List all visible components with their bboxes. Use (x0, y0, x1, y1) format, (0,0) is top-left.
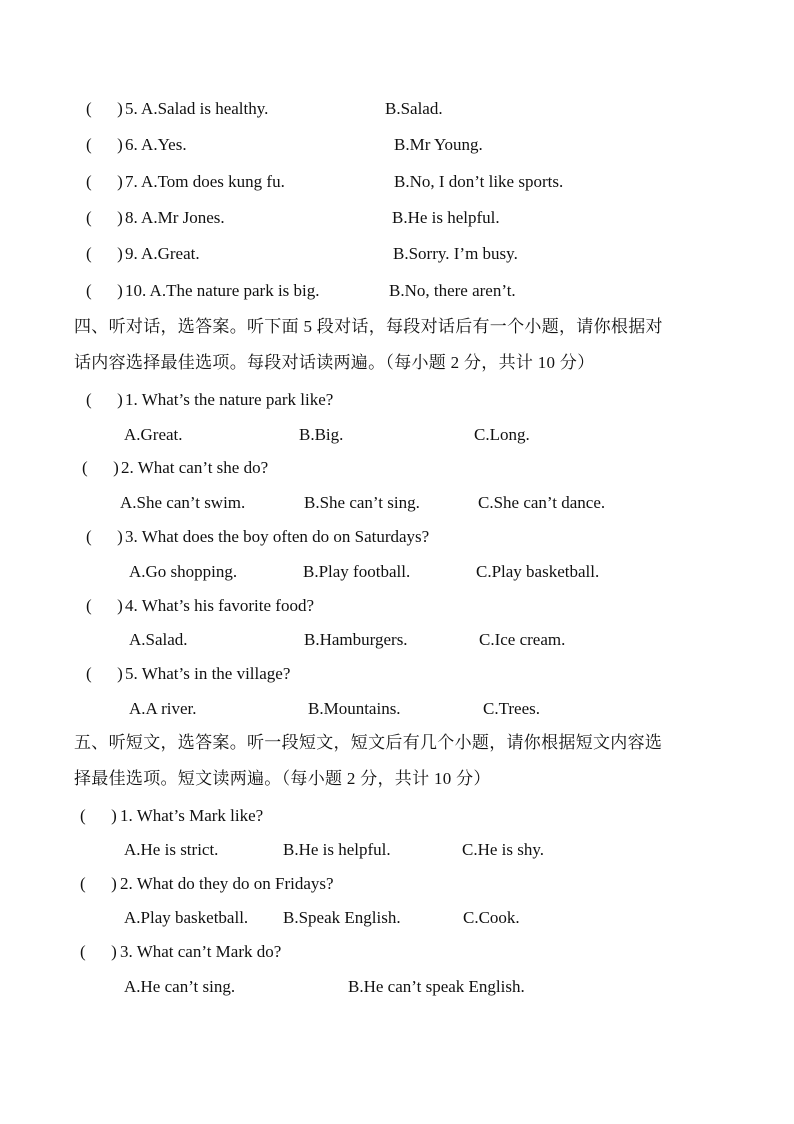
answer-blank[interactable]: ( ) (80, 942, 117, 961)
option-b: B.Hamburgers. (304, 630, 408, 649)
answer-blank[interactable]: ( ) (86, 99, 123, 118)
option-b: B.Big. (299, 425, 344, 444)
option-c: C.Cook. (463, 908, 520, 927)
option-c: C.Long. (474, 425, 530, 444)
answer-blank[interactable]: ( ) (80, 806, 117, 825)
question-text: 8. A.Mr Jones. (125, 208, 225, 227)
option-b: B.She can’t sing. (304, 493, 420, 512)
option-a: A.Go shopping. (129, 562, 238, 581)
question-text: 2. What do they do on Fridays? (120, 874, 334, 893)
answer-blank[interactable]: ( ) (86, 390, 123, 409)
option-c: C.She can’t dance. (478, 493, 606, 512)
option-a: A.A river. (129, 699, 197, 718)
answer-blank[interactable]: ( ) (86, 281, 123, 300)
option-c: C.He is shy. (462, 840, 545, 859)
option-c: C.Trees. (483, 699, 540, 718)
answer-blank[interactable]: ( ) (86, 664, 123, 683)
option-b: B.No, there aren’t. (389, 281, 516, 300)
option-b: B.Play football. (303, 562, 411, 581)
question-text: 7. A.Tom does kung fu. (125, 172, 285, 191)
option-c: C.Play basketball. (476, 562, 600, 581)
option-a: A.Play basketball. (124, 908, 249, 927)
answer-blank[interactable]: ( ) (86, 208, 123, 227)
option-b: B.Speak English. (283, 908, 401, 927)
question-text: 1. What’s the nature park like? (125, 390, 334, 409)
answer-blank[interactable]: ( ) (86, 135, 123, 154)
answer-blank[interactable]: ( ) (86, 172, 123, 191)
option-a: A.He is strict. (124, 840, 219, 859)
section4-heading-line1: 四、听对话，选答案。听下面 5 段对话，每段对话后有一个小题，请你根据对 (74, 317, 663, 336)
option-b: B.Mountains. (308, 699, 401, 718)
section5-heading-line2: 择最佳选项。短文读两遍。（每小题 2 分，共计 10 分） (74, 769, 491, 788)
answer-blank[interactable]: ( ) (86, 527, 123, 546)
question-text: 10. A.The nature park is big. (125, 281, 320, 300)
option-a: A.Salad. (129, 630, 188, 649)
option-b: B.He is helpful. (392, 208, 500, 227)
question-text: 5. What’s in the village? (125, 664, 291, 683)
answer-blank[interactable]: ( ) (82, 458, 119, 477)
option-b: B.Mr Young. (394, 135, 483, 154)
option-b: B.Salad. (385, 99, 443, 118)
question-text: 9. A.Great. (125, 244, 200, 263)
option-b: B.No, I don’t like sports. (394, 172, 564, 191)
option-a: A.He can’t sing. (124, 977, 236, 996)
answer-blank[interactable]: ( ) (86, 244, 123, 263)
option-a: A.Great. (124, 425, 183, 444)
question-text: 6. A.Yes. (125, 135, 187, 154)
section5-heading-line1: 五、听短文，选答案。听一段短文，短文后有几个小题，请你根据短文内容选 (74, 733, 663, 752)
section4-heading-line2: 话内容选择最佳选项。每段对话读两遍。（每小题 2 分，共计 10 分） (74, 353, 595, 372)
question-text: 1. What’s Mark like? (120, 806, 264, 825)
question-text: 5. A.Salad is healthy. (125, 99, 269, 118)
answer-blank[interactable]: ( ) (80, 874, 117, 893)
question-text: 2. What can’t she do? (121, 458, 269, 477)
option-b: B.He can’t speak English. (348, 977, 525, 996)
option-c: C.Ice cream. (479, 630, 566, 649)
answer-blank[interactable]: ( ) (86, 596, 123, 615)
question-text: 4. What’s his favorite food? (125, 596, 315, 615)
option-b: B.He is helpful. (283, 840, 391, 859)
option-b: B.Sorry. I’m busy. (393, 244, 518, 263)
question-text: 3. What can’t Mark do? (120, 942, 282, 961)
question-text: 3. What does the boy often do on Saturdays? (125, 527, 430, 546)
option-a: A.She can’t swim. (120, 493, 246, 512)
